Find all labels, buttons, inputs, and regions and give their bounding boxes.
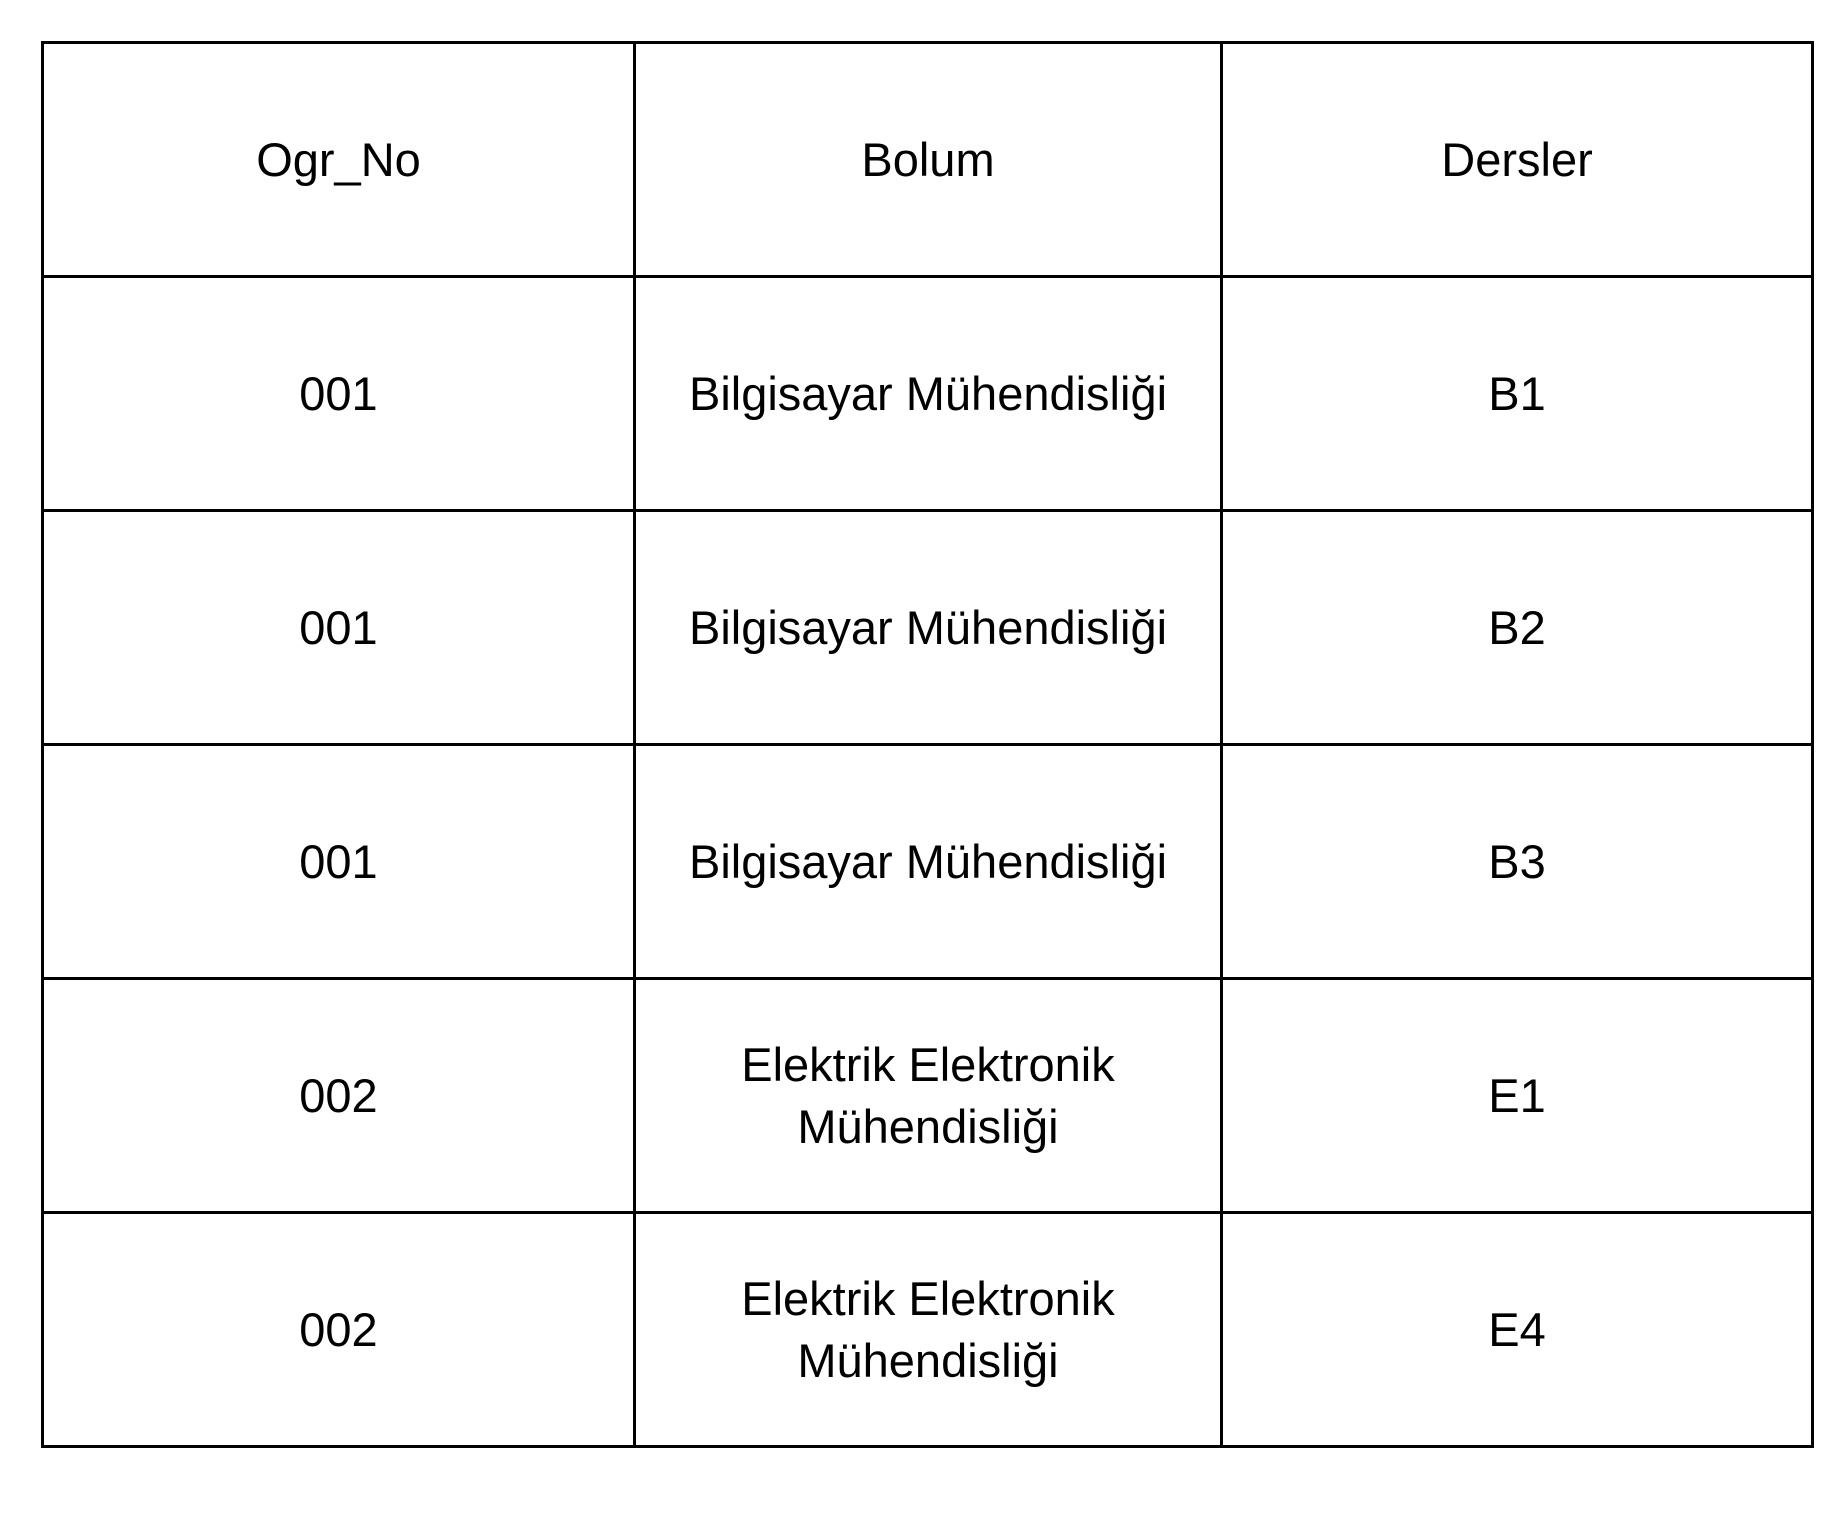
table-container bbox=[41, 41, 1811, 1448]
cell-bolum-text: Bilgisayar Mühendisliği bbox=[688, 600, 1168, 654]
cell-ogr-no: 001 bbox=[43, 277, 635, 511]
cell-bolum-text: Elektrik Elektronik Mühendisliği bbox=[741, 1038, 1115, 1153]
cell-bolum bbox=[635, 1213, 1222, 1447]
cell-dersler: B1 bbox=[1222, 277, 1813, 511]
cell-bolum bbox=[635, 511, 1222, 745]
cell-ogr-no: 001 bbox=[43, 511, 635, 745]
student-courses-table bbox=[41, 41, 1814, 1448]
cell-dersler: B3 bbox=[1222, 745, 1813, 979]
cell-bolum bbox=[635, 979, 1222, 1213]
cell-bolum-text: Elektrik Elektronik Mühendisliği bbox=[741, 1272, 1115, 1387]
cell-dersler: B2 bbox=[1222, 511, 1813, 745]
table-header-row bbox=[43, 43, 1813, 277]
table-row bbox=[43, 745, 1813, 979]
cell-ogr-no: 001 bbox=[43, 745, 635, 979]
cell-bolum-text: Bilgisayar Mühendisliği bbox=[688, 366, 1168, 420]
header-dersler: Dersler bbox=[1222, 43, 1813, 277]
table-row bbox=[43, 511, 1813, 745]
cell-dersler: E1 bbox=[1222, 979, 1813, 1213]
cell-bolum-text: Bilgisayar Mühendisliği bbox=[688, 834, 1168, 888]
table-row bbox=[43, 1213, 1813, 1447]
table-row bbox=[43, 979, 1813, 1213]
cell-ogr-no: 002 bbox=[43, 979, 635, 1213]
cell-ogr-no: 002 bbox=[43, 1213, 635, 1447]
header-ogr-no: Ogr_No bbox=[43, 43, 635, 277]
cell-dersler: E4 bbox=[1222, 1213, 1813, 1447]
cell-bolum bbox=[635, 745, 1222, 979]
cell-bolum bbox=[635, 277, 1222, 511]
header-bolum: Bolum bbox=[635, 43, 1222, 277]
table-row bbox=[43, 277, 1813, 511]
